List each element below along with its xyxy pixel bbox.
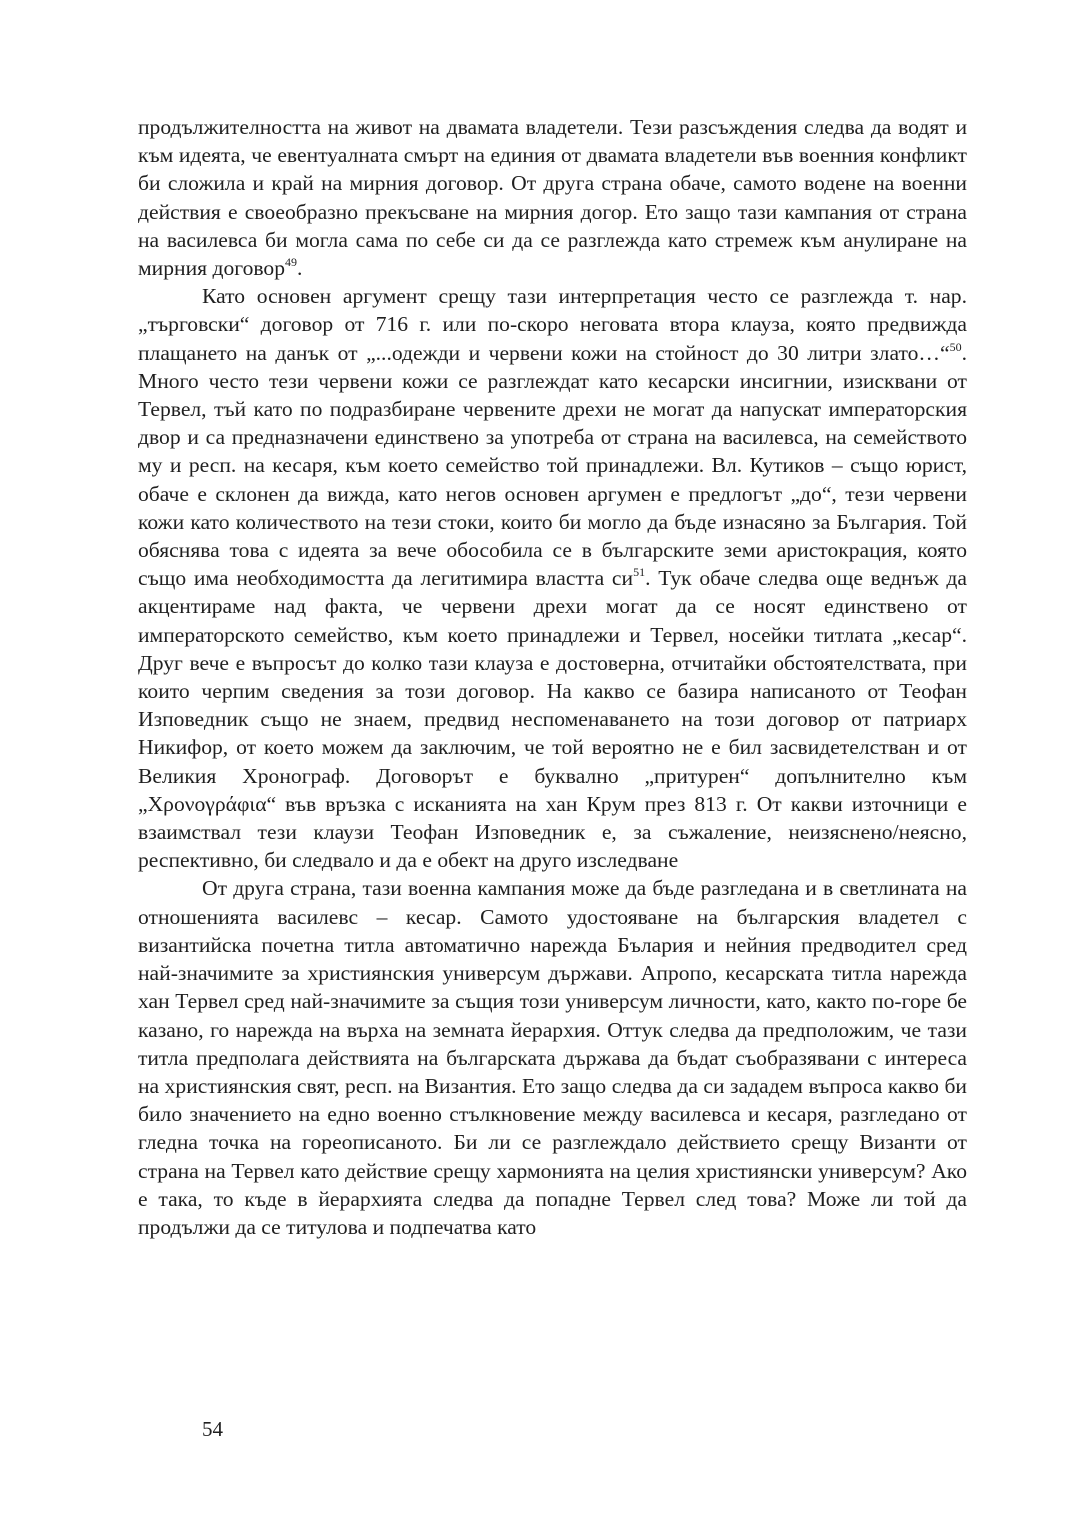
footnote-ref-51: 51 — [633, 565, 646, 580]
paragraph-1 — [138, 113, 967, 282]
page-body — [138, 113, 967, 1241]
paragraph-1-text-2: . — [297, 256, 303, 281]
page-number: 54 — [202, 1417, 223, 1441]
paragraph-3 — [138, 874, 967, 1241]
footnote-ref-49: 49 — [285, 255, 298, 270]
paragraph-2-text-3: . Тук обаче следва още веднъж да акцентираме над факта, че червени дрехи могат да се носят единствено от императорското семейство, към което принадлежи и Тервел, носейки титлата „кесар“. Друг вече е въпросът до колко тази клауза е достоверна, отчитайки обстоятелствата, при които черпим сведения за този договор. На какво се базира написаното от Теофан Изповедник също не знаем, предвид неспоменаването на този договор от патриарх Никифор, от което можем да заключим, че той вероятно не е бил засвидетелстван и от Великия Хронограф. Договорът е буквално „притурен“ допълнително към „Χρονογράφια“ във връзка с исканията на хан Крум през 813 г. От какви източници е взаимствал тези клаузи Теофан Изповедник е, за съжаление, неизяснено/неясно, респективно, би следвало и да е обект на друго изследване — [138, 566, 967, 873]
paragraph-2-text-1: Като основен аргумент срещу тази интерпретация често се разглежда т. нар. „търговски“ договор от 716 г. или по-скоро неговата втора клауза, която предвижда плащането на данък от „...одежди и червени кожи на стойност до 30 литри злато…“ — [138, 284, 967, 365]
paragraph-2-text-2: . Много често тези червени кожи се разглеждат като кесарски инсигнии, изисквани от Тервел, тъй като по подразбиране червените дрехи не могат да напускат императорския двор и са предназначени единствено за употреба от страна на василевса, на семейството му и респ. на кесаря, към което семейство той принадлежи. Вл. Кутиков – също юрист, обаче е склонен да вижда, като негов основен аргумен е предлогът „до“, тези червени кожи като количеството на тези стоки, които би могло да бъде изнасяно за България. Той обяснява това с идеята за вече обособила се в българските земи аристокрация, която също има необходимостта да легитимира властта си — [138, 340, 967, 591]
paragraph-3-text-1: От друга страна, тази военна кампания може да бъде разгледана и в светлината на отношенията василевс – кесар. Самото удостояване на българския владетел с византийска почетна титла автоматично нарежда Бълария и нейния предводител сред най-значимите за християнския универсум държави. Апропо, кесарската титла нарежда хан Тервел сред най-значимите за същия този универсум личности, като, както по-горе бе казано, го нарежда на върха на земната йерархия. Оттук следва да предположим, че тази титла предполага действията на българската държава да бъдат съобразявани с интереса на християнския свят, респ. на Византия. Ето защо следва да си зададем въпроса какво би било значението на едно военно стълкновение между василевса и кесаря, разгледано от гледна точка на гореописаното. Би ли се разглеждало действието срещу Византи от страна на Тервел като действие срещу хармонията на целия християнски универсум? Ако е така, то къде в йерархията следва да попадне Тервел след това? Може ли той да продължи да се титулова и подпечатва като — [138, 876, 967, 1239]
paragraph-2 — [138, 282, 967, 874]
paragraph-1-text-1: продължителността на живот на двамата владетели. Тези разсъждения следва да водят и към идеята, че евентуалната смърт на единия от двамата владетели във военния конфликт би сложила и край на мирния договор. От друга страна обаче, самото водене на военни действия е своеобразно прекъсване на мирния догор. Ето защо тази кампания от страна на василевса би могла сама по себе си да се разглежда като стремеж към анулиране на мирния договор — [138, 115, 967, 281]
footnote-ref-50: 50 — [949, 339, 962, 354]
